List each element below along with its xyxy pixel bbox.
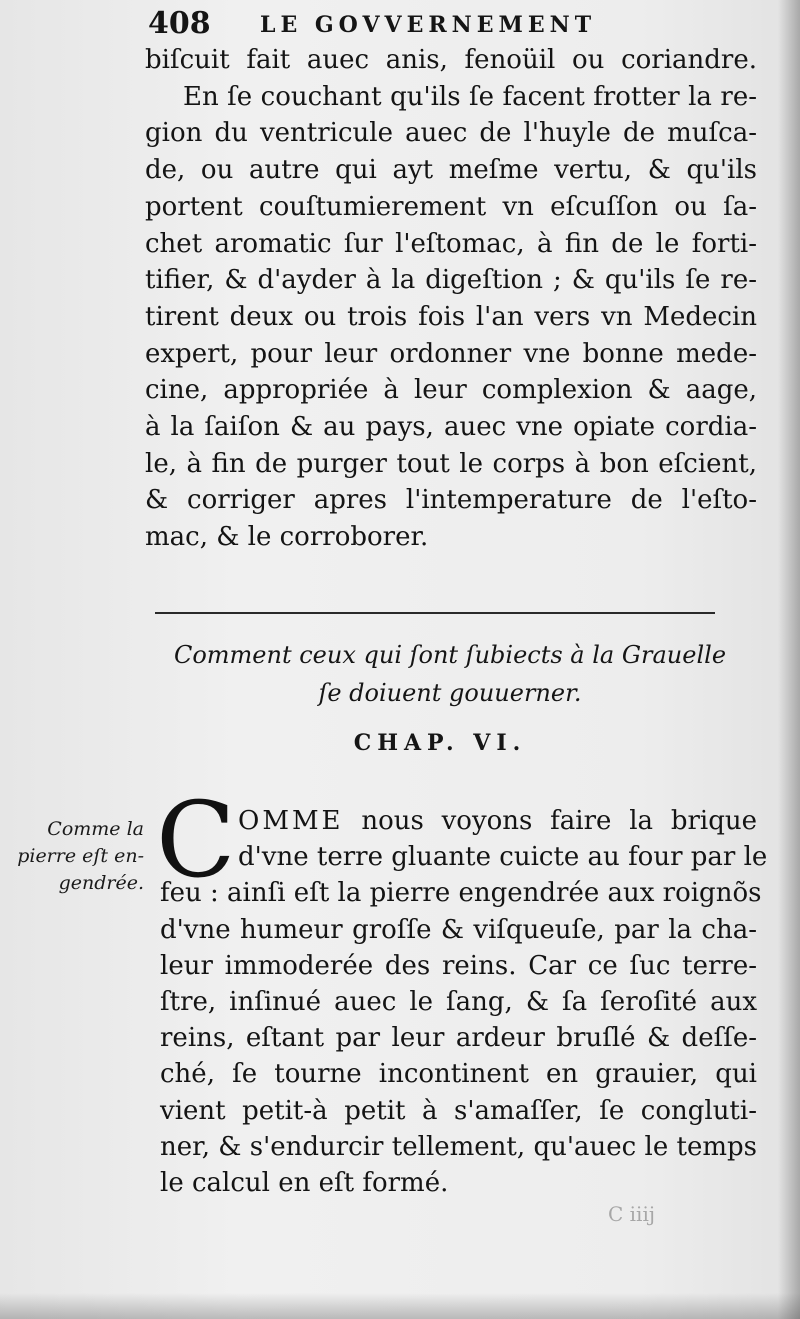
- margin-note-line: gendrée.: [58, 872, 144, 894]
- chapter-title: [160, 636, 740, 712]
- text-line: à la ſaiſon & au pays, auec vne opiate cordia-: [145, 412, 757, 443]
- text-line: [160, 803, 757, 839]
- page-bottom-shadow: [0, 1293, 800, 1319]
- text-line: tirent deux ou trois fois l'an vers vn Medecin: [145, 301, 757, 332]
- text-line: & corriger apres l'intemperature de l'eſto-: [145, 485, 757, 516]
- text-line: d'vne humeur groſſe & viſqueuſe, par la cha-: [160, 914, 757, 945]
- section-divider: [155, 612, 715, 614]
- text-line: portent couſtumierement vn eſcuſſon ou ſa-: [145, 191, 757, 222]
- margin-note: [14, 816, 144, 897]
- text-line: ſtre, inſinué auec le ſang, & ſa ſeroſité aux: [160, 987, 757, 1018]
- text-line: biſcuit fait auec anis, fenoüil ou coriandre.: [145, 45, 757, 75]
- text-fragment: nous voyons faire la brique: [343, 806, 757, 836]
- running-head: LE GOVVERNEMENT: [260, 12, 597, 38]
- first-word: OMME: [238, 806, 344, 836]
- text-line: leur immoderée des reins. Car ce ſuc terre-: [160, 950, 757, 981]
- paragraph-1: [145, 42, 757, 556]
- text-line: ché, ſe tourne incontinent en grauier, qui: [160, 1059, 757, 1090]
- signature-mark: C iiij: [608, 1202, 656, 1226]
- margin-note-line: Comme la: [47, 818, 144, 840]
- text-line: de, ou autre qui ayt meſme vertu, & qu'ils: [145, 155, 757, 186]
- chapter-label: CHAP. VI.: [353, 730, 527, 756]
- page-number: 408: [148, 6, 211, 41]
- text-line: feu : ainſi eſt la pierre engendrée aux roignõs: [160, 878, 762, 909]
- page-header: [140, 6, 740, 40]
- page-edge-shadow: [778, 0, 800, 1319]
- text-line: expert, pour leur ordonner vne bonne mede-: [145, 338, 757, 369]
- chapter-title-line: ſe doiuent gouuerner.: [318, 679, 582, 707]
- text-line: chet aromatic ſur l'eſtomac, à fin de le forti-: [145, 228, 757, 259]
- text-line: En ſe couchant qu'ils ſe facent frotter la re-: [183, 81, 757, 112]
- text-line: le, à fin de purger tout le corps à bon eſcient,: [145, 448, 757, 479]
- text-line: gion du ventricule auec de l'huyle de muſca-: [145, 118, 757, 149]
- paragraph-2: [160, 803, 768, 1201]
- chapter-title-line: Comment ceux qui ſont ſubiects à la Grauelle: [173, 641, 727, 669]
- text-line: reins, eſtant par leur ardeur bruſlé & deſſe-: [160, 1023, 757, 1054]
- text-line: d'vne terre gluante cuicte au four par le: [238, 842, 768, 873]
- text-line: cine, appropriée à leur complexion & aage,: [145, 375, 757, 406]
- drop-capital: C: [156, 779, 236, 901]
- text-line: le calcul en eſt formé.: [160, 1168, 449, 1199]
- margin-note-line: pierre eſt en-: [17, 845, 144, 867]
- text-line: tifier, & d'ayder à la digeſtion ; & qu'ils ſe re-: [145, 265, 757, 296]
- text-line: vient petit-à petit à s'amaſſer, ſe congluti-: [160, 1095, 757, 1126]
- text-line: ner, & s'endurcir tellement, qu'auec le temps: [160, 1131, 757, 1162]
- text-line: mac, & le corroborer.: [145, 522, 429, 553]
